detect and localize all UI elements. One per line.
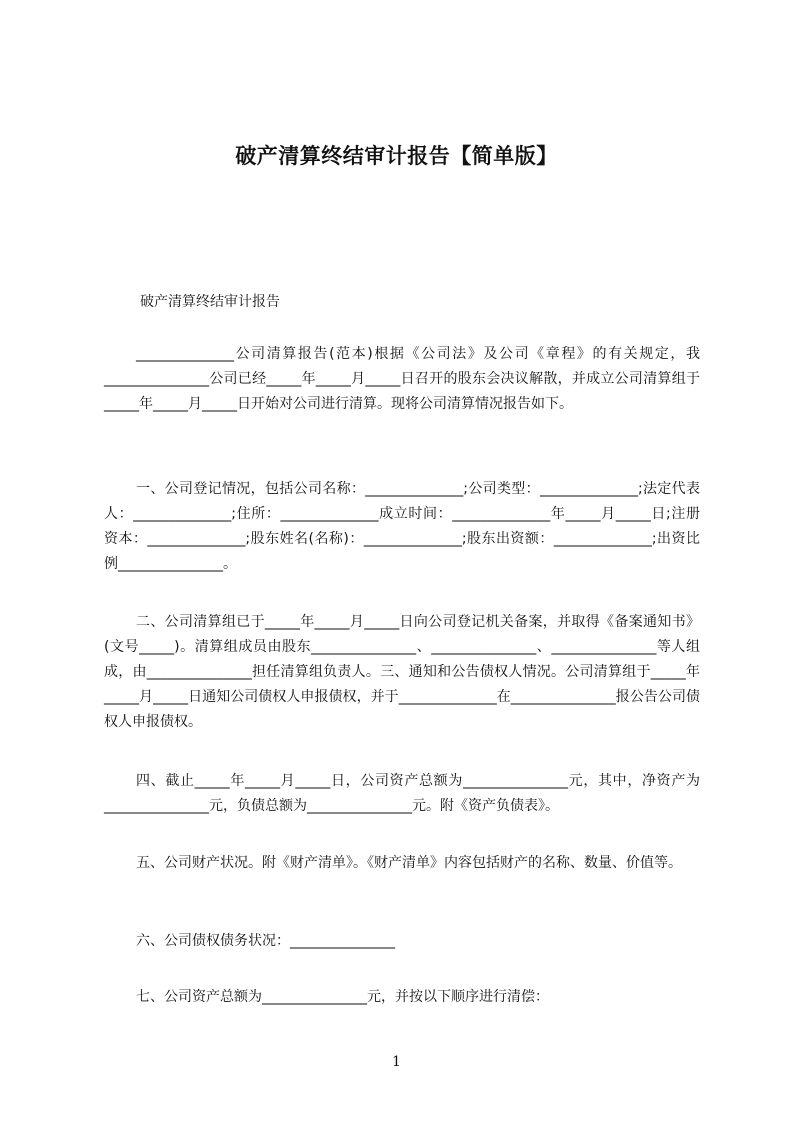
paragraph-text: ______________公司清算报告(范本)根据《公司法》及公司《章程》的有关规定，我_______________公司已经_____年_____月_____日召开的股东会决议解散，并成立公司清算组于_____年_____月_____日开始对公司进行清算。现将公司清算情况报告如下。: [104, 346, 700, 412]
paragraph-text: 四、截止_____年_____月_____日，公司资产总额为_______________元，其中，净资产为_______________元，负债总额为_______________元。附《资产负债表》。: [104, 773, 700, 814]
paragraph-repayment: [104, 985, 700, 1010]
paragraph-text: 一、公司登记情况，包括公司名称：______________;公司类型：______________;法定代表人：______________;住所：______________成立时间：______________年_____月_____日;注册资本：______________;股东姓名(名称)：______________;股东出资额：______________;出资比例_______________。: [104, 481, 700, 572]
paragraph-property: [104, 851, 700, 876]
paragraph-assets: [104, 769, 700, 819]
paragraph-registration: [104, 477, 700, 577]
document-title: 破产清算终结审计报告【简单版】: [235, 144, 558, 168]
paragraph-intro: [104, 342, 700, 417]
paragraph-text: 二、公司清算组已于_____年_____月_____日向公司登记机关备案，并取得《备案通知书》(文号_____)。清算组成员由股东_______________、_______________、_______________等人组成，由_______________担任清算组负责人。三、通知和公告债权人情况。公司清算组于_____年_____月_____日通知公司债权人申报债权，并于______________在_______________报公告公司债权人申报债权。: [104, 614, 700, 730]
paragraph-liquidation-group: [104, 610, 700, 735]
paragraph-text: 六、公司债权债务状况：_______________: [136, 933, 395, 949]
page-number: 1: [392, 1054, 401, 1070]
paragraph-text: 七、公司资产总额为_______________元，并按以下顺序进行清偿：: [136, 989, 549, 1005]
paragraph-debts: [104, 929, 700, 954]
paragraph-text: 五、公司财产状况。附《财产清单》。《财产清单》内容包括财产的名称、数量、价值等。: [136, 855, 682, 871]
document-subtitle: 破产清算终结审计报告: [140, 294, 280, 310]
